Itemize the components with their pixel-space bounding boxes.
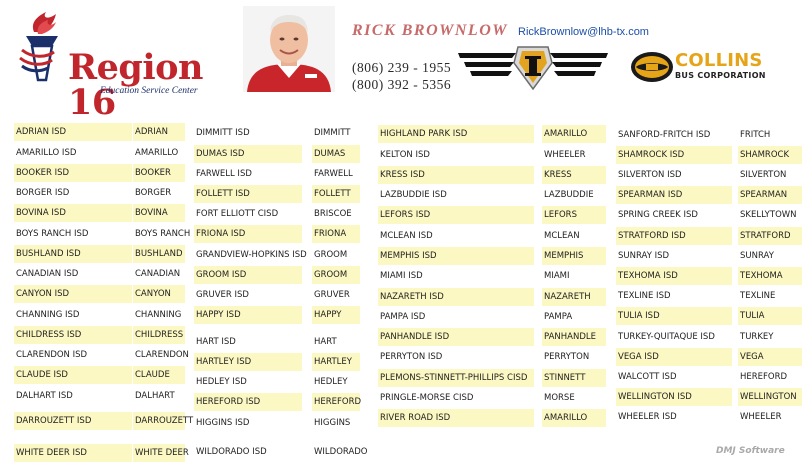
district-name[interactable]: ADRIAN ISD xyxy=(14,123,132,141)
district-city: MIAMI xyxy=(544,271,570,281)
collins-name: COLLINS xyxy=(675,50,763,71)
district-city: BORGER xyxy=(135,188,172,198)
district-name[interactable]: CLAUDE ISD xyxy=(14,366,132,384)
region16-torch-logo[interactable] xyxy=(12,6,247,123)
district-city: DALHART xyxy=(135,391,175,401)
district-city: PANHANDLE xyxy=(542,328,606,346)
district-city: SPEARMAN xyxy=(738,186,802,204)
torch-icon xyxy=(12,6,72,86)
district-city: WHITE DEER xyxy=(133,444,185,462)
phone-number-2: (800) 392 - 5356 xyxy=(352,77,452,92)
district-city: WILDORADO xyxy=(314,447,368,457)
district-city: GROOM xyxy=(312,266,360,284)
district-city: HEDLEY xyxy=(314,377,348,387)
district-name[interactable]: HEREFORD ISD xyxy=(194,393,302,411)
district-name[interactable]: PLEMONS-STINNETT-PHILLIPS CISD xyxy=(378,369,534,387)
district-name[interactable]: SILVERTON ISD xyxy=(618,170,682,180)
district-name[interactable]: FARWELL ISD xyxy=(196,169,252,179)
district-name[interactable]: GROOM ISD xyxy=(194,266,302,284)
district-name[interactable]: SPRING CREEK ISD xyxy=(618,210,698,220)
district-city: AMARILLO xyxy=(542,125,606,143)
district-city: FARWELL xyxy=(314,169,353,179)
district-city: HARTLEY xyxy=(312,353,360,371)
district-city: MORSE xyxy=(544,393,575,403)
district-name[interactable]: HART ISD xyxy=(196,337,236,347)
district-city: MEMPHIS xyxy=(542,247,606,265)
district-name[interactable]: DARROUZETT ISD xyxy=(14,412,132,430)
district-city: CANADIAN xyxy=(135,269,181,279)
district-city: FRITCH xyxy=(740,130,771,140)
district-name[interactable]: STRATFORD ISD xyxy=(616,227,732,245)
district-city: DARROUZETT xyxy=(133,412,185,430)
district-city: DIMMITT xyxy=(314,128,351,138)
district-name[interactable]: LAZBUDDIE ISD xyxy=(380,190,447,200)
district-city: PAMPA xyxy=(544,312,573,322)
district-city: ADRIAN xyxy=(133,123,185,141)
district-city: SKELLYTOWN xyxy=(740,210,797,220)
district-name[interactable]: TEXHOMA ISD xyxy=(616,267,732,285)
district-name[interactable]: CLARENDON ISD xyxy=(16,350,88,360)
district-city: SHAMROCK xyxy=(738,146,802,164)
district-name[interactable]: SPEARMAN ISD xyxy=(616,186,732,204)
district-name[interactable]: WHITE DEER ISD xyxy=(14,444,132,462)
district-city: GROOM xyxy=(314,250,348,260)
district-city: CHANNING xyxy=(135,310,182,320)
district-city: HEREFORD xyxy=(312,393,360,411)
district-city: KRESS xyxy=(542,166,606,184)
district-name[interactable]: VEGA ISD xyxy=(616,348,732,366)
footer-credit: DMJ Software xyxy=(716,446,785,456)
district-name[interactable]: MEMPHIS ISD xyxy=(378,247,534,265)
collins-emblem-icon xyxy=(630,50,674,84)
district-city: CLAUDE xyxy=(133,366,185,384)
district-name[interactable]: SUNRAY ISD xyxy=(618,251,670,261)
district-city: BOYS RANCH xyxy=(135,229,191,239)
district-name[interactable]: PAMPA ISD xyxy=(380,312,426,322)
district-name[interactable]: AMARILLO ISD xyxy=(16,148,77,158)
district-city: VEGA xyxy=(738,348,802,366)
district-city: BOOKER xyxy=(133,164,185,182)
district-name[interactable]: CANYON ISD xyxy=(14,285,132,303)
district-city: MCLEAN xyxy=(544,231,580,241)
district-name[interactable]: TURKEY-QUITAQUE ISD xyxy=(618,332,715,342)
district-city: NAZARETH xyxy=(542,288,606,306)
district-name[interactable]: HAPPY ISD xyxy=(194,306,302,324)
district-city: HART xyxy=(314,337,337,347)
district-city: PERRYTON xyxy=(544,352,590,362)
district-city: FRIONA xyxy=(312,225,360,243)
collins-subtitle: BUS CORPORATION xyxy=(675,71,766,80)
district-name[interactable]: NAZARETH ISD xyxy=(378,288,534,306)
district-city: GRUVER xyxy=(314,290,350,300)
district-name[interactable]: MIAMI ISD xyxy=(380,271,423,281)
district-city: BOVINA xyxy=(133,204,185,222)
district-city: STINNETT xyxy=(542,369,606,387)
district-city: STRATFORD xyxy=(738,227,802,245)
ic-bus-logo[interactable] xyxy=(458,45,608,91)
logo-subtitle: Education Service Center xyxy=(100,86,198,96)
district-city: HIGGINS xyxy=(314,418,351,428)
district-name[interactable]: GRANDVIEW-HOPKINS ISD xyxy=(196,250,307,260)
district-name[interactable]: WELLINGTON ISD xyxy=(616,388,732,406)
district-name[interactable]: WILDORADO ISD xyxy=(196,447,267,457)
district-city: HAPPY xyxy=(312,306,360,324)
contact-email-link[interactable]: RickBrownlow@lhb-tx.com xyxy=(518,26,649,38)
district-name[interactable]: DUMAS ISD xyxy=(194,145,302,163)
district-name[interactable]: BOVINA ISD xyxy=(14,204,132,222)
header xyxy=(0,0,802,123)
district-city: DUMAS xyxy=(312,145,360,163)
district-name[interactable]: LEFORS ISD xyxy=(378,206,534,224)
district-name[interactable]: BOYS RANCH ISD xyxy=(16,229,89,239)
district-name[interactable]: KRESS ISD xyxy=(378,166,534,184)
district-city: TURKEY xyxy=(740,332,774,342)
district-name[interactable]: SANFORD-FRITCH ISD xyxy=(618,130,711,140)
district-city: AMARILLO xyxy=(135,148,179,158)
district-city: BRISCOE xyxy=(314,209,352,219)
district-name[interactable]: SHAMROCK ISD xyxy=(616,146,732,164)
district-city: AMARILLO xyxy=(542,409,606,427)
contact-name: RICK BROWNLOW xyxy=(352,22,508,39)
district-city: FOLLETT xyxy=(312,185,360,203)
district-name[interactable]: GRUVER ISD xyxy=(196,290,249,300)
district-name[interactable]: CHANNING ISD xyxy=(16,310,80,320)
district-city: CANYON xyxy=(133,285,185,303)
district-city: LAZBUDDIE xyxy=(544,190,594,200)
district-name[interactable]: BORGER ISD xyxy=(16,188,70,198)
district-name[interactable]: CHILDRESS ISD xyxy=(14,326,132,344)
district-name[interactable]: TEXLINE ISD xyxy=(618,291,671,301)
district-name[interactable]: RIVER ROAD ISD xyxy=(378,409,534,427)
district-city: SILVERTON xyxy=(740,170,787,180)
logo-title: Region 16 xyxy=(68,47,203,123)
district-city: TEXHOMA xyxy=(738,267,802,285)
district-city: TEXLINE xyxy=(740,291,776,301)
district-name[interactable]: FOLLETT ISD xyxy=(194,185,302,203)
district-name[interactable]: WALCOTT ISD xyxy=(618,372,677,382)
district-city: BUSHLAND xyxy=(133,245,185,263)
district-name[interactable]: FRIONA ISD xyxy=(194,225,302,243)
district-name[interactable]: HEDLEY ISD xyxy=(196,377,247,387)
district-city: CHILDRESS xyxy=(133,326,185,344)
district-name[interactable]: PERRYTON ISD xyxy=(380,352,443,362)
district-name[interactable]: BUSHLAND ISD xyxy=(14,245,132,263)
district-name[interactable]: PANHANDLE ISD xyxy=(378,328,534,346)
district-city: TULIA xyxy=(738,307,802,325)
district-name[interactable]: DALHART ISD xyxy=(16,391,73,401)
district-city: WELLINGTON xyxy=(738,388,802,406)
district-city: CLARENDON xyxy=(135,350,189,360)
district-name[interactable]: MCLEAN ISD xyxy=(380,231,433,241)
contact-photo xyxy=(243,6,335,92)
phone-number-1: (806) 239 - 1955 xyxy=(352,60,452,75)
district-name[interactable]: FORT ELLIOTT CISD xyxy=(196,209,279,219)
district-name[interactable]: BOOKER ISD xyxy=(14,164,132,182)
district-city: SUNRAY xyxy=(740,251,774,261)
district-name[interactable]: KELTON ISD xyxy=(380,150,430,160)
district-city: WHEELER xyxy=(544,150,586,160)
district-name[interactable]: HIGHLAND PARK ISD xyxy=(378,125,534,143)
district-city: WHEELER xyxy=(740,412,782,422)
district-name[interactable]: PRINGLE-MORSE CISD xyxy=(380,393,474,403)
district-name[interactable]: CANADIAN ISD xyxy=(16,269,79,279)
district-city: HEREFORD xyxy=(740,372,788,382)
district-name[interactable]: HIGGINS ISD xyxy=(196,418,250,428)
district-name[interactable]: HARTLEY ISD xyxy=(194,353,302,371)
district-city: LEFORS xyxy=(542,206,606,224)
district-name[interactable]: DIMMITT ISD xyxy=(196,128,250,138)
district-name[interactable]: TULIA ISD xyxy=(616,307,732,325)
district-name[interactable]: WHEELER ISD xyxy=(618,412,677,422)
